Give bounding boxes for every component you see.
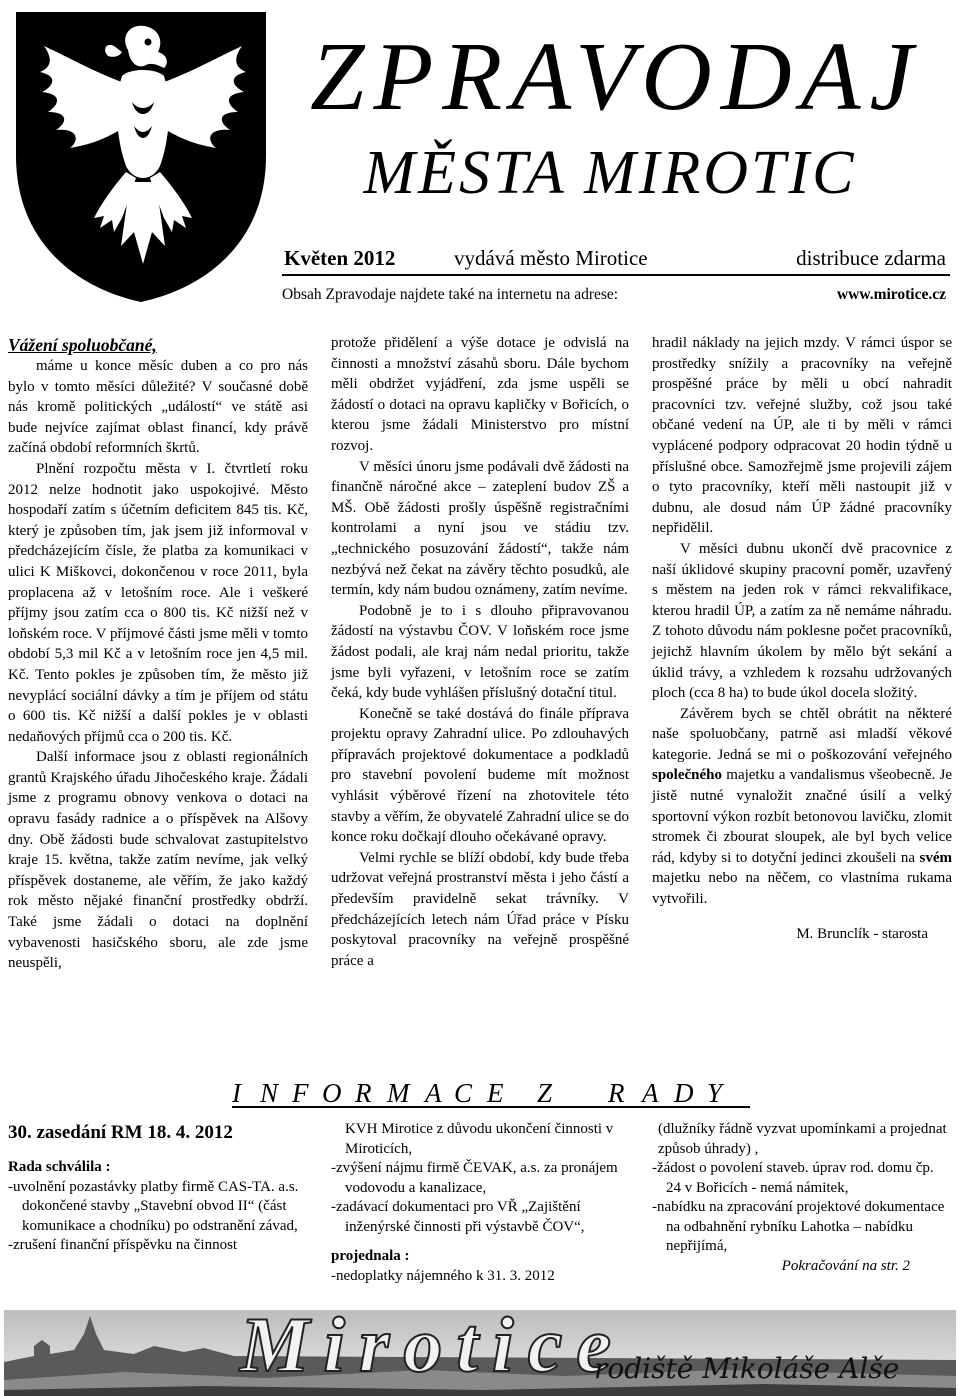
city-crest-logo <box>10 6 272 306</box>
council-item: -zadávací dokumentaci pro VŘ „Zajištění inženýrské činnosti při výstavbě ČOV“, <box>331 1199 585 1235</box>
heading-letter: I <box>232 1078 241 1108</box>
heading-letter: N <box>260 1078 279 1108</box>
article-paragraph: protože přidělení a výše dotace je odvislá na činnosti a množství zásahů sboru. Dále bychom měli obdržet vyjádření, zda jsme uspěli se žádostí o dotaci na opravu kapličky v Bořicích, o kterou jsme žádali Ministerstvo pro místní rozvoj. <box>331 335 629 454</box>
heading-letter: O <box>322 1078 342 1108</box>
council-item: -nabídku na zpracování projektové dokumentace na odbahnění rybníku Lahotka – nabídku nepřijímá, <box>652 1199 945 1254</box>
publisher: vydává město Mirotice <box>454 246 648 270</box>
discussed-label: projednala : <box>331 1248 410 1264</box>
distribution-note: distribuce zdarma <box>796 246 946 270</box>
approved-label: Rada schválila : <box>8 1159 111 1175</box>
council-item: (dlužníky řádně vyzvat upomínkami a projednat způsob úhrady) , <box>658 1121 947 1157</box>
issue-bar <box>282 244 950 276</box>
heading-letter: Z <box>537 1078 553 1108</box>
web-line <box>282 286 950 304</box>
article-paragraph: V měsíci dubnu ukončí dvě pracovnice z naší úklidové skupiny pracovní poměr, uzavřený s městem na jeden rok v rámci rekvalifikace, kterou hradil ÚP, a zatím za ně nemáme náhradu. Z tohoto důvodu nám poklesne počet pracovníků, jejichž hlavním úkolem by mělo být sekání a úklid trávy, a vzhledem k rozsahu udržovaných ploch (cca 8 ha) to bude úkol docela složitý. <box>652 540 952 702</box>
web-url-link[interactable]: www.mirotice.cz <box>836 286 946 303</box>
web-note: Obsah Zpravodaje najdete také na internetu na adrese: <box>282 286 619 303</box>
article-paragraph: hradil náklady na jejich mzdy. V rámci úspor se prostředky snížily a pracovníky na veřejně prospěšné práce by měli u obcí nahradit pracovníci tzv. veřejné služby, což jsou také občané vedení na ÚP, ale ti by měli v rámci vyplácené podpory odpracovat 20 hodin týdně u příslušné obce. Samozřejmě jsme projevili zájem o tyto pracovníky, kteří měli nastoupit již v dubnu, ale dosud nám ÚP žádné pracovníky nepřidělil. <box>652 335 952 537</box>
article-column-2 <box>331 333 629 971</box>
article-column-1 <box>8 334 308 974</box>
emphasis: společného <box>652 767 723 784</box>
council-item: -nedoplatky nájemného k 31. 3. 2012 <box>331 1267 555 1284</box>
heading-letter: Y <box>707 1078 723 1108</box>
banner-tagline: rodiště Mikoláše Alše <box>594 1352 900 1385</box>
heading-letter: R <box>608 1078 625 1108</box>
heading-letter: C <box>454 1078 473 1108</box>
heading-letter: R <box>355 1078 372 1108</box>
issue-date: Květen 2012 <box>284 246 396 270</box>
council-column-2 <box>331 1120 631 1286</box>
article-paragraph: V měsíci únoru jsme podávali dvě žádosti na finančně náročné akce – zateplení budov ZŠ a MŠ. Obě žádosti prošly úspěšně registračními kontrolami a nyní jsou ve stádiu tzv. „technického posuzování žádostí“, takže nám nezbývá než čekat na závěry těchto posudků, ale termín, kdy nám budou oznámeny, zatím nevíme. <box>331 458 629 599</box>
council-item: KVH Mirotice z důvodu ukončení činnosti v Miroticích, <box>345 1121 614 1157</box>
signature: M. Brunclík - starosta <box>796 925 928 942</box>
text-run: majetku nebo na něčem, co vlastníma rukama vytvořili. <box>652 870 952 908</box>
council-item: -uvolnění pozastávky platby firmě CAS-TA. a.s. dokončené stavby „Stavební obvod II“ (část komunikace a chodníku) po odstranění závad, <box>8 1178 299 1234</box>
heading-letter: A <box>642 1078 659 1108</box>
heading-letter: F <box>292 1078 309 1108</box>
article-paragraph <box>652 704 952 910</box>
emphasis: svém <box>919 849 952 866</box>
banner-town-name: Mirotice <box>240 1301 625 1388</box>
heading-letter: D <box>674 1078 694 1108</box>
heading-letter: E <box>487 1078 504 1108</box>
article-paragraph: Velmi rychle se blíží období, kdy bude třeba udržovat veřejná prostranství města i jeho částí a především pravidelně sekat trávníky. V předcházejících letech nám Úřad práce v Písku poskytoval pracovníky na veřejně prospěšné práce a <box>331 849 629 969</box>
heading-letter: A <box>425 1078 442 1108</box>
council-item: -žádost o povolení staveb. úprav rod. domu čp. 24 v Bořicích - nemá námitek, <box>652 1160 934 1196</box>
continued-note: Pokračování na str. 2 <box>781 1257 910 1274</box>
text-run: Závěrem bych se chtěl obrátit na některé naše spoluobčany, patrně asi mladší věkové kategorie. Jedná se mi o poškozování veřejného <box>652 705 952 763</box>
article-paragraph: Další informace jsou z oblasti regionálních grantů Krajského úřadu Jihočeského kraje. Žádali jsme z programu obnovy venkova o dotaci na opravu fasády radnice a o příspěvek na Alšovy dny. Obě žádosti bude schvalovat zastupitelstvo kraje 15. května, takže zatím nevíme, jak velký příspěvek dostaneme, ale věřím, že jako každý rok město nějaké finanční prostředky obdrží. Také jsme žádali o dotaci na doplnění vybavenosti hasičského sboru, ale zde jsme neuspěli, <box>8 749 308 972</box>
council-item: -zvýšení nájmu firmě ČEVAK, a.s. za pronájem vodovodu a kanalizace, <box>331 1160 618 1196</box>
council-section-heading <box>232 1078 752 1108</box>
meeting-title: 30. zasedání RM 18. 4. 2012 <box>8 1122 233 1143</box>
text-run: majetku a vandalismus všeobecně. Je jistě nutné vynaložit značné úsilí a velký sportovní výkon rozbít betonovou lavičku, zlomit stromek či zbourat sloupek, ale byl bych velice rád, kdyby si to dotyční jedinci zkoušeli na <box>652 767 952 866</box>
heading-letter: M <box>387 1078 410 1108</box>
council-column-1 <box>8 1158 308 1256</box>
council-item: -zrušení finanční příspěvku na činnost <box>8 1237 238 1253</box>
article-column-3 <box>652 333 952 944</box>
heading-underline <box>232 1106 750 1108</box>
article-paragraph: Plnění rozpočtu města v I. čtvrtletí roku 2012 nelze hodnotit jako uspokojivé. Město hospodaří zatím s účetním deficitem 845 tis. Kč, který je způsoben tím, jak jsem již informoval v předcházejícím čísle, že platba za komunikaci v ulici K Miškovci, dokončenou v roce 2011, byla proplacena až v letošním roce. Ale i veškeré příjmy jsou zatím cca o 800 tis. Kč nižší než v loňském roce. V příjmové části jsme měli v tomto období 5,3 mil Kč a v letošním roce jen 4,5 mil. Kč. Tento pokles je způsoben tím, že město již nevyplácí sociální dávky a tím je příjem od státu o 600 tis. Kč nižší a další pokles je v oblasti nedaňových příjmů cca o 200 tis. Kč. <box>8 460 308 745</box>
council-column-3 <box>652 1120 952 1276</box>
article-paragraph: Konečně se také dostává do finále příprava projektu opravy Zahradní ulice. Po zdlouhavých přípravách projektové dokumentace a podkladů pro stavební povolení budeme mít možnost vyhlásit výběrové řízení na zhotovitele této stavby a věřím, že obyvatelé Zahradní ulice se do konce roku dočkají dlouho očekávané opravy. <box>331 705 629 846</box>
salutation: Vážení spoluobčané, <box>8 335 157 355</box>
article-paragraph: máme u konce měsíc duben a co pro nás bylo v tomto měsíci důležité? V současné době nás kromě politických „událostí“ ve státě asi bude nejvíce zajímat oblast financí, kdy právě začíná období reformních škrtů. <box>8 358 308 457</box>
newsletter-subtitle: MĚSTA MIROTIC <box>363 139 857 207</box>
article-paragraph: Podobně je to i s dlouho připravovanou žádostí na výstavbu ČOV. V loňském roce jsme žádost podali, ale kraj nám nedal prioritu, takže jsme byli vyřazeni, v letošním roce se zatím čeká, kdy bude vyhlášen příslušný dotační titul. <box>331 602 629 702</box>
newsletter-title: ZPRAVODAJ <box>309 23 923 131</box>
